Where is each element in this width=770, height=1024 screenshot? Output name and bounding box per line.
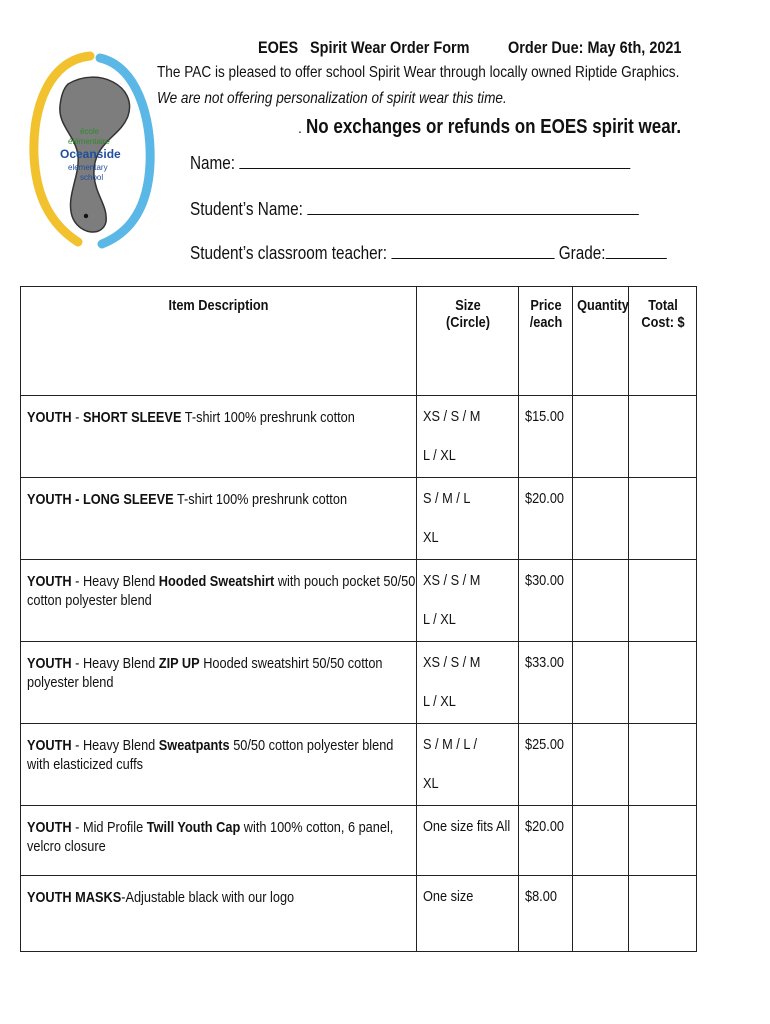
size-cell[interactable] — [417, 806, 519, 876]
total-cost-cell[interactable] — [629, 806, 697, 876]
quantity-cell[interactable] — [573, 560, 629, 642]
item-details: -Adjustable black with our logo — [121, 889, 295, 906]
item-sep: - Mid Profile — [71, 819, 147, 836]
quantity-cell[interactable] — [573, 396, 629, 478]
total-cost-cell[interactable] — [629, 642, 697, 724]
teacher-label: Student’s classroom teacher: — [190, 243, 388, 263]
grade-blank[interactable] — [606, 240, 667, 259]
name-label: Name: — [190, 153, 236, 173]
size-cell[interactable] — [417, 396, 519, 478]
logo-text-school: school — [80, 173, 104, 182]
total-cost-cell[interactable] — [629, 396, 697, 478]
size-options[interactable]: XS / S / M — [423, 654, 481, 671]
size-options[interactable]: One size fits All — [423, 818, 511, 835]
form-title: Spirit Wear Order Form — [310, 38, 470, 57]
header-price: Price /each — [519, 287, 573, 396]
total-cost-cell[interactable] — [629, 724, 697, 806]
size-options-extra[interactable]: L / XL — [423, 447, 456, 464]
table-row — [21, 478, 697, 560]
size-options[interactable]: XS / S / M — [423, 572, 481, 589]
size-cell[interactable] — [417, 560, 519, 642]
total-cost-cell[interactable] — [629, 560, 697, 642]
size-options[interactable]: S / M / L / — [423, 736, 478, 753]
item-description-cell — [21, 806, 417, 876]
item-prefix: YOUTH MASKS — [27, 889, 122, 906]
size-options-extra[interactable]: XL — [423, 775, 439, 792]
price-cell — [519, 876, 573, 952]
table-row — [21, 806, 697, 876]
grade-label: Grade: — [558, 243, 606, 263]
quantity-cell[interactable] — [573, 724, 629, 806]
header-total-cost: Total Cost: $ — [629, 287, 697, 396]
item-price: $30.00 — [525, 572, 565, 589]
total-cost-cell[interactable] — [629, 876, 697, 952]
item-sep: - Heavy Blend — [71, 573, 159, 590]
logo-text-elementary: elementary — [68, 163, 108, 172]
header-eoes: EOES — [258, 38, 299, 57]
item-description-cell — [21, 642, 417, 724]
student-name-blank[interactable] — [307, 196, 639, 215]
item-prefix: YOUTH — [27, 737, 72, 754]
item-name: Hooded Sweatshirt — [158, 573, 275, 590]
item-description-cell — [21, 478, 417, 560]
name-blank[interactable] — [239, 150, 630, 169]
item-price: $8.00 — [525, 888, 557, 905]
total-cost-cell[interactable] — [629, 478, 697, 560]
no-exchange-notice: No exchanges or refunds on EOES spirit wear. — [306, 116, 682, 138]
item-details: T-shirt 100% preshrunk cotton — [173, 491, 348, 508]
item-description-cell — [21, 396, 417, 478]
item-price: $33.00 — [525, 654, 565, 671]
size-options[interactable]: S / M / L — [423, 490, 471, 507]
table-row — [21, 876, 697, 952]
item-prefix: YOUTH — [27, 655, 72, 672]
table-row — [21, 560, 697, 642]
item-prefix: YOUTH — [27, 819, 72, 836]
item-details: with pouch pocket 50/50 cotton polyester blend — [27, 573, 416, 609]
item-sep: - Heavy Blend — [71, 737, 159, 754]
item-name: SHORT SLEEVE — [82, 409, 182, 426]
price-cell — [519, 560, 573, 642]
item-price: $25.00 — [525, 736, 565, 753]
item-prefix: YOUTH - LONG SLEEVE — [27, 491, 174, 508]
size-cell[interactable] — [417, 876, 519, 952]
item-description-cell — [21, 724, 417, 806]
item-price: $15.00 — [525, 408, 565, 425]
size-options-extra[interactable]: L / XL — [423, 611, 456, 628]
item-description-cell — [21, 560, 417, 642]
item-sep: - Heavy Blend — [71, 655, 159, 672]
order-due-date: Order Due: May 6th, 2021 — [508, 38, 682, 57]
quantity-cell[interactable] — [573, 806, 629, 876]
order-table — [20, 286, 697, 952]
item-price: $20.00 — [525, 818, 565, 835]
price-cell — [519, 478, 573, 560]
item-name: ZIP UP — [158, 655, 200, 672]
size-options[interactable]: One size — [423, 888, 474, 905]
size-cell[interactable] — [417, 724, 519, 806]
price-cell — [519, 396, 573, 478]
quantity-cell[interactable] — [573, 642, 629, 724]
school-logo — [28, 46, 156, 252]
table-header-row — [21, 287, 697, 396]
logo-text-oceanside: Oceanside — [60, 147, 121, 161]
header-quantity: Quantity — [573, 287, 629, 396]
price-cell — [519, 724, 573, 806]
item-name: Twill Youth Cap — [146, 819, 241, 836]
quantity-cell[interactable] — [573, 478, 629, 560]
item-details: Hooded sweatshirt 50/50 cotton polyester blend — [27, 655, 383, 691]
item-price: $20.00 — [525, 490, 565, 507]
logo-text-ecole: école — [80, 127, 100, 136]
item-details: T-shirt 100% preshrunk cotton — [181, 409, 355, 426]
item-prefix: YOUTH — [27, 409, 72, 426]
item-details: with 100% cotton, 6 panel, velcro closure — [27, 819, 394, 855]
teacher-blank[interactable] — [391, 240, 554, 259]
table-row — [21, 642, 697, 724]
item-name: Sweatpants — [158, 737, 230, 754]
header-item-description: Item Description — [21, 287, 417, 396]
name-field[interactable] — [190, 150, 708, 174]
item-details: 50/50 cotton polyester blend with elasticized cuffs — [27, 737, 394, 773]
item-sep: - — [71, 409, 83, 426]
size-options[interactable]: XS / S / M — [423, 408, 481, 425]
item-prefix: YOUTH — [27, 573, 72, 590]
price-cell — [519, 642, 573, 724]
teacher-grade-field[interactable] — [190, 240, 751, 264]
price-cell — [519, 806, 573, 876]
student-name-label: Student’s Name: — [190, 199, 303, 219]
logo-text-elementaire: élémentaire — [68, 137, 110, 146]
size-options-extra[interactable]: L / XL — [423, 693, 456, 710]
size-options-extra[interactable]: XL — [423, 529, 439, 546]
size-cell[interactable] — [417, 478, 519, 560]
table-row — [21, 396, 697, 478]
student-name-field[interactable] — [190, 196, 718, 220]
notice-dot: . — [298, 120, 302, 136]
item-description-cell — [21, 876, 417, 952]
personalization-note: We are not offering personalization of spirit wear this time. — [157, 90, 507, 107]
size-cell[interactable] — [417, 642, 519, 724]
table-row — [21, 724, 697, 806]
header-size: Size (Circle) — [417, 287, 519, 396]
intro-text: The PAC is pleased to offer school Spirit Wear through locally owned Riptide Graphics. — [157, 64, 680, 81]
quantity-cell[interactable] — [573, 876, 629, 952]
